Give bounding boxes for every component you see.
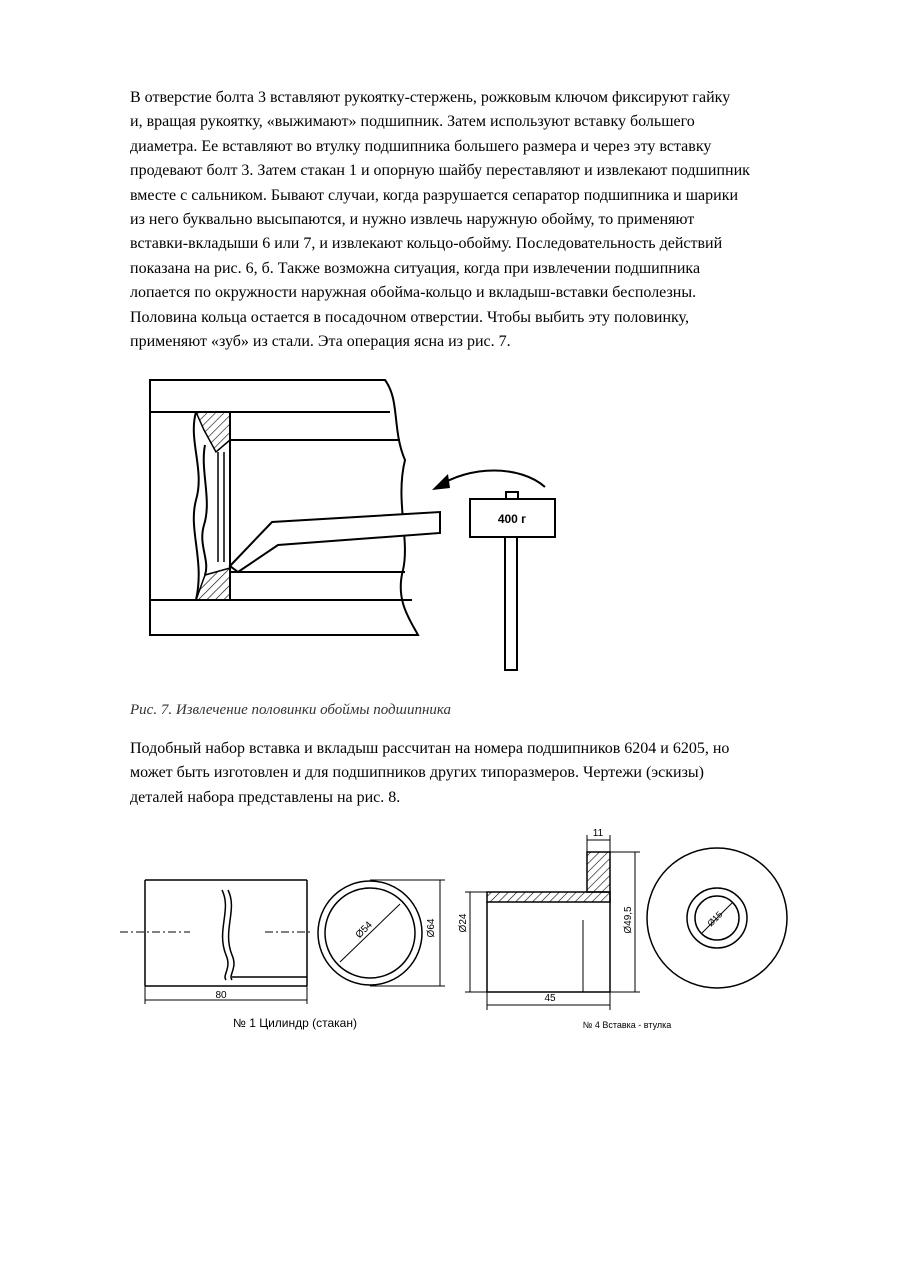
- paragraph-line: лопается по окружности наружная обойма-кольцо и вкладыш-вставки бесполезны.: [130, 284, 697, 302]
- paragraph-line: вместе с сальником. Бывают случаи, когда разрушается сепаратор подшипника и шарики: [130, 186, 739, 204]
- paragraph-line: Половина кольца остается в посадочном отверстии. Чтобы выбить эту половинку,: [130, 308, 689, 326]
- paragraph-line: из него буквально высыпаются, и нужно извлечь наружную обойму, то применяют: [130, 211, 695, 229]
- hammer-weight-label: 400 г: [497, 512, 527, 526]
- cylinder-length-dim: 80: [215, 990, 227, 1001]
- paragraph-line: применяют «зуб» из стали. Эта операция ясна из рис. 7.: [130, 333, 511, 351]
- part1-label: № 1 Цилиндр (стакан): [233, 1016, 357, 1030]
- paragraph-line: В отверстие болта 3 вставляют рукоятку-стержень, рожковым ключом фиксируют гайку: [130, 89, 731, 106]
- sleeve-length-dim: 45: [544, 993, 556, 1004]
- paragraph-line: показана на рис. 6, б. Также возможна ситуация, когда при извлечении подшипника: [130, 259, 701, 277]
- paragraph-line: и, вращая рукоятку, «выжимают» подшипник. Затем используют вставку большего: [130, 113, 695, 131]
- cylinder-outer-dia-dim: Ø64: [426, 918, 437, 938]
- paragraph-line: диаметра. Ее вставляют во втулку подшипника большего размера и через эту вставку: [130, 137, 712, 155]
- figure-7-caption: Рис. 7. Извлечение половинки обоймы подшипника: [130, 702, 452, 718]
- sleeve-flange-width-dim: 11: [592, 828, 604, 839]
- paragraph-line: Подобный набор вставка и вкладыш рассчитан на номера подшипников 6204 и 6205, но: [130, 740, 730, 757]
- paragraph-line: продевают болт 3. Затем стакан 1 и опорную шайбу переставляют и извлекают подшипник: [130, 162, 750, 180]
- cylinder-inner-dia-dim: Ø54: [353, 919, 375, 941]
- part4-label: № 4 Вставка - втулка: [582, 1020, 672, 1030]
- paragraph-line: деталей набора представлены на рис. 8.: [130, 788, 401, 806]
- paragraph-line: вставки-вкладыши 6 или 7, и извлекают кольцо-обойму. Последовательность действий: [130, 235, 723, 253]
- sleeve-section-view: [465, 835, 640, 1010]
- sleeve-flange-dia-dim: Ø49,5: [623, 906, 634, 934]
- sleeve-shaft-dia-dim: Ø24: [458, 913, 469, 933]
- sleeve-bore-dia-dim: Ø15: [705, 909, 725, 929]
- cylinder-side-view: [120, 880, 310, 1004]
- paragraph-line: может быть изготовлен и для подшипников других типоразмеров. Чертежи (эскизы): [130, 764, 705, 782]
